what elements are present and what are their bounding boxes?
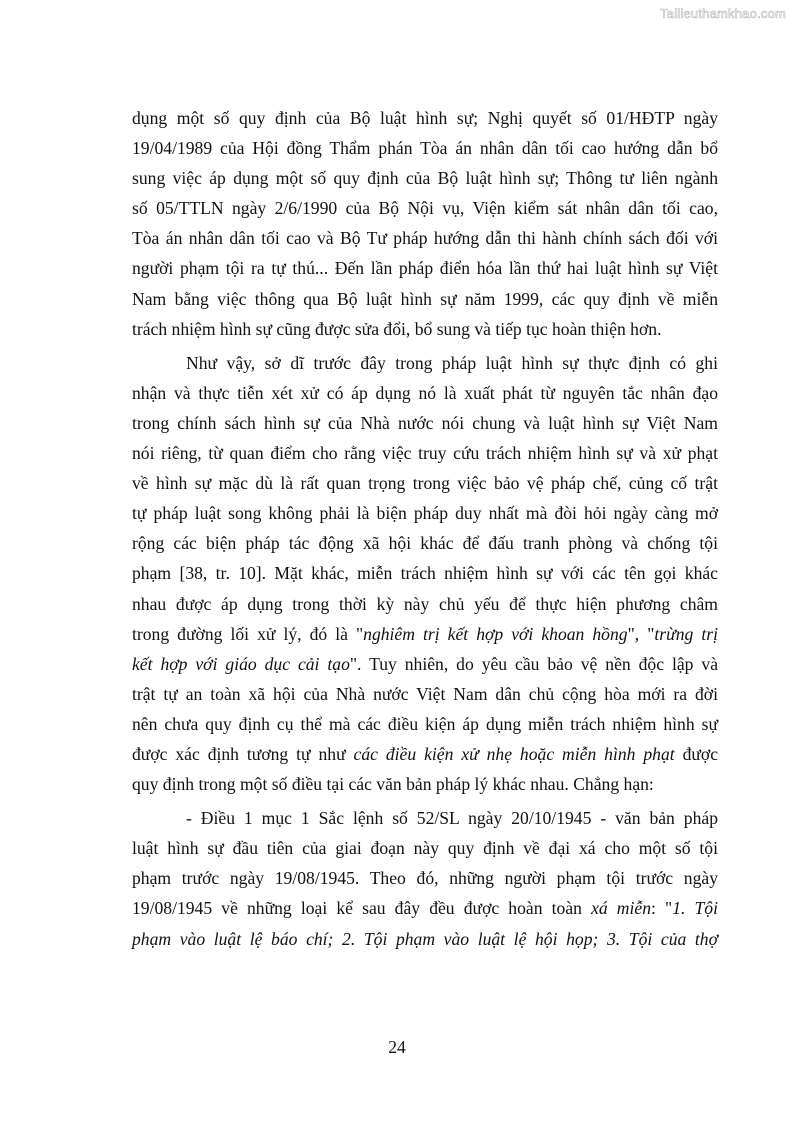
italic-quote: trừng trị [654, 623, 718, 644]
text-line [132, 498, 718, 528]
text-run: rộng các biện pháp tác động xã hội khác để đấu tranh phòng và chống tội [132, 533, 718, 554]
text-run: số 05/TTLN ngày 2/6/1990 của Bộ Nội vụ, Viện kiểm sát nhân dân tối cao, [132, 198, 718, 219]
text-line [132, 709, 718, 739]
text-run: quy định trong một số điều tại các văn bản pháp lý khác nhau. Chẳng hạn: [132, 774, 654, 795]
text-line [132, 769, 718, 799]
text-line [132, 619, 718, 649]
text-line [132, 408, 718, 438]
text-run: được [674, 743, 719, 764]
text-run: dụng một số quy định của Bộ luật hình sự; Nghị quyết số 01/HĐTP ngày [132, 108, 718, 128]
text-line [132, 679, 718, 709]
text-line [132, 833, 718, 863]
text-run: về hình sự mặc dù là rất quan trọng trong việc bảo vệ pháp chế, củng cố trật [132, 473, 718, 494]
text-line [132, 438, 718, 468]
text-run: phạm trước ngày 19/08/1945. Theo đó, những người phạm tội trước ngày [132, 868, 718, 889]
text-line [132, 924, 718, 954]
text-line [132, 223, 718, 253]
text-run: trong chính sách hình sự của Nhà nước nói chung và luật hình sự Việt Nam [132, 412, 718, 433]
text-run: trong đường lối xử lý, đó là " [132, 623, 364, 644]
text-line [132, 133, 718, 163]
text-run: Tòa án nhân dân tối cao và Bộ Tư pháp hướng dẫn thi hành chính sách đối với [132, 228, 718, 249]
text-line [132, 314, 718, 344]
text-run: luật hình sự đầu tiên của giai đoạn này quy định về đại xá cho một số tội [132, 838, 718, 859]
text-run: trật tự an toàn xã hội của Nhà nước Việt Nam dân chủ cộng hòa mới ra đời [132, 683, 718, 704]
text-line [132, 378, 718, 408]
text-line [132, 284, 718, 314]
text-run: 19/08/1945 về những loại kể sau đây đều được hoàn toàn [132, 898, 592, 919]
text-run: phạm [38, tr. 10]. Mặt khác, miễn trách nhiệm hình sự với các tên gọi khác [132, 563, 718, 584]
text-line [132, 863, 718, 893]
paragraph-3 [132, 803, 718, 953]
text-line [132, 348, 718, 378]
text-line [132, 649, 718, 679]
text-run: nên chưa quy định cụ thể mà các điều kiện áp dụng miễn trách nhiệm hình sự [132, 713, 718, 734]
italic-term: xá miễn [591, 898, 651, 919]
text-run: nói riêng, từ quan điểm cho rằng việc truy cứu trách nhiệm hình sự và xử phạt [132, 443, 718, 464]
italic-quote: 1. Tội [672, 898, 718, 919]
text-line [132, 589, 718, 619]
text-run: người phạm tội ra tự thú... Đến lần pháp điển hóa lần thứ hai luật hình sự Việt [132, 258, 718, 279]
text-line [132, 803, 718, 833]
text-line [132, 103, 718, 133]
italic-quote: phạm vào luật lệ báo chí; 2. Tội phạm vào luật lệ hội họp; 3. Tội của thợ [132, 928, 718, 949]
text-line [132, 253, 718, 283]
paragraph-2 [132, 348, 718, 799]
text-run: Nam bằng việc thông qua Bộ luật hình sự năm 1999, các quy định về miễn [132, 288, 718, 309]
text-line [132, 739, 718, 769]
italic-quote: nghiêm trị kết hợp với khoan hồng [363, 623, 628, 644]
text-line [132, 193, 718, 223]
text-run: : " [651, 898, 673, 919]
text-run: tự pháp luật song không phải là biện pháp duy nhất mà đòi hỏi ngày càng mở [132, 503, 718, 524]
text-line [132, 468, 718, 498]
text-run: nhau được áp dụng trong thời kỳ này chủ yếu để thực hiện phương châm [132, 593, 718, 614]
text-run: nhận và thực tiễn xét xử có áp dụng nó là xuất phát từ nguyên tắc nhân đạo [132, 382, 718, 403]
italic-phrase: các điều kiện xử nhẹ hoặc miễn hình phạt [353, 743, 675, 764]
text-run: sung việc áp dụng một số quy định của Bộ luật hình sự; Thông tư liên ngành [132, 168, 718, 189]
text-line [132, 558, 718, 588]
italic-quote: kết hợp với giáo dục cải tạo [132, 653, 350, 674]
text-line [132, 528, 718, 558]
document-body [132, 103, 718, 954]
text-run: 19/04/1989 của Hội đồng Thẩm phán Tòa án nhân dân tối cao hướng dẫn bổ [132, 138, 718, 159]
paragraph-1 [132, 103, 718, 344]
text-run: Như vậy, sở dĩ trước đây trong pháp luật hình sự thực định có ghi [186, 352, 718, 373]
text-run: ". Tuy nhiên, do yêu cầu bảo vệ nền độc lập và [349, 653, 718, 674]
text-run: ", " [627, 623, 655, 644]
text-run: - Điều 1 mục 1 Sắc lệnh số 52/SL ngày 20/10/1945 - văn bản pháp [186, 808, 718, 829]
text-line [132, 893, 718, 923]
text-line [132, 163, 718, 193]
page-number: 24 [388, 1037, 406, 1057]
text-run: trách nhiệm hình sự cũng được sửa đổi, bổ sung và tiếp tục hoàn thiện hơn. [132, 318, 662, 339]
watermark-text: Tailieuthamkhao.com [660, 6, 786, 21]
text-run: được xác định tương tự như [132, 743, 354, 764]
